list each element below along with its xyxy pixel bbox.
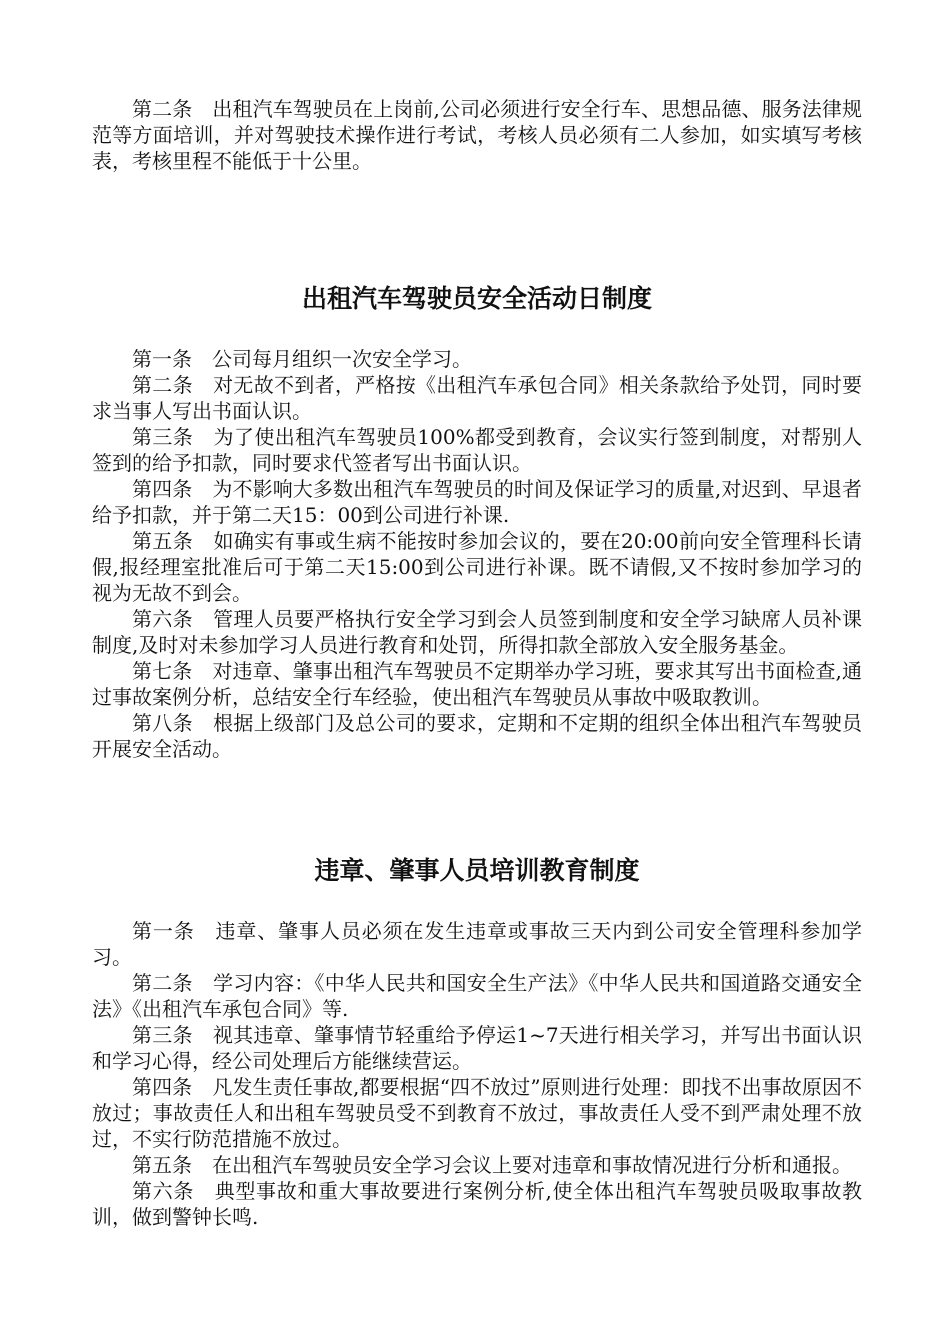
article-5: 第五条 在出租汽车驾驶员安全学习会议上要对违章和事故情况进行分析和通报。 (132, 1153, 852, 1177)
article-2: 第二条 对无故不到者，严格按《出租汽车承包合同》相关条款给予处罚，同时要求当事人写出书面认识。 (92, 373, 862, 423)
article-5: 第五条 如确实有事或生病不能按时参加会议的，要在20:00前向安全管理科长请假,报经理室批准后可于第二天15:00到公司进行补课。既不请假,又不按时参加学习的视为无故不到会。 (92, 529, 862, 605)
article-4: 第四条 凡发生责任事故,都要根据“四不放过”原则进行处理：即找不出事故原因不放过；事故责任人和出租车驾驶员受不到教育不放过，事故责任人受不到严肃处理不放过，不实行防范措施不放过。 (92, 1075, 862, 1151)
intro-article-2: 第二条 出租汽车驾驶员在上岗前,公司必须进行安全行车、思想品德、服务法律规范等方面培训，并对驾驶技术操作进行考试，考核人员必须有二人参加，如实填写考核表，考核里程不能低于十公里。 (92, 97, 862, 173)
article-4: 第四条 为不影响大多数出租汽车驾驶员的时间及保证学习的质量,对迟到、早退者给予扣款，并于第二天15：00到公司进行补课. (92, 477, 862, 527)
article-6: 第六条 管理人员要严格执行安全学习到会人员签到制度和安全学习缺席人员补课制度,及时对未参加学习人员进行教育和处罚，所得扣款全部放入安全服务基金。 (92, 607, 862, 657)
section-title-safety-activity-day: 出租汽车驾驶员安全活动日制度 (301, 284, 652, 313)
article-1: 第一条 违章、肇事人员必须在发生违章或事故三天内到公司安全管理科参加学习。 (92, 919, 862, 969)
intro-section (92, 96, 862, 174)
violation-training-articles (92, 918, 862, 1230)
section-title-violation-training: 违章、肇事人员培训教育制度 (314, 856, 640, 885)
article-7: 第七条 对违章、肇事出租汽车驾驶员不定期举办学习班，要求其写出书面检查,通过事故案例分析，总结安全行车经验，使出租汽车驾驶员从事故中吸取教训。 (92, 659, 862, 709)
article-3: 第三条 为了使出租汽车驾驶员100%都受到教育，会议实行签到制度，对帮别人签到的给予扣款，同时要求代签者写出书面认识。 (92, 425, 862, 475)
article-6: 第六条 典型事故和重大事故要进行案例分析,使全体出租汽车驾驶员吸取事故教训，做到警钟长鸣. (92, 1179, 862, 1229)
article-1: 第一条 公司每月组织一次安全学习。 (132, 347, 472, 371)
article-8: 第八条 根据上级部门及总公司的要求，定期和不定期的组织全体出租汽车驾驶员开展安全活动。 (92, 711, 862, 761)
safety-activity-day-articles (92, 346, 862, 762)
article-3: 第三条 视其违章、肇事情节轻重给予停运1~7天进行相关学习，并写出书面认识和学习心得，经公司处理后方能继续营运。 (92, 1023, 862, 1073)
article-2: 第二条 学习内容：《中华人民共和国安全生产法》《中华人民共和国道路交通安全法》《出租汽车承包合同》等. (92, 971, 862, 1021)
